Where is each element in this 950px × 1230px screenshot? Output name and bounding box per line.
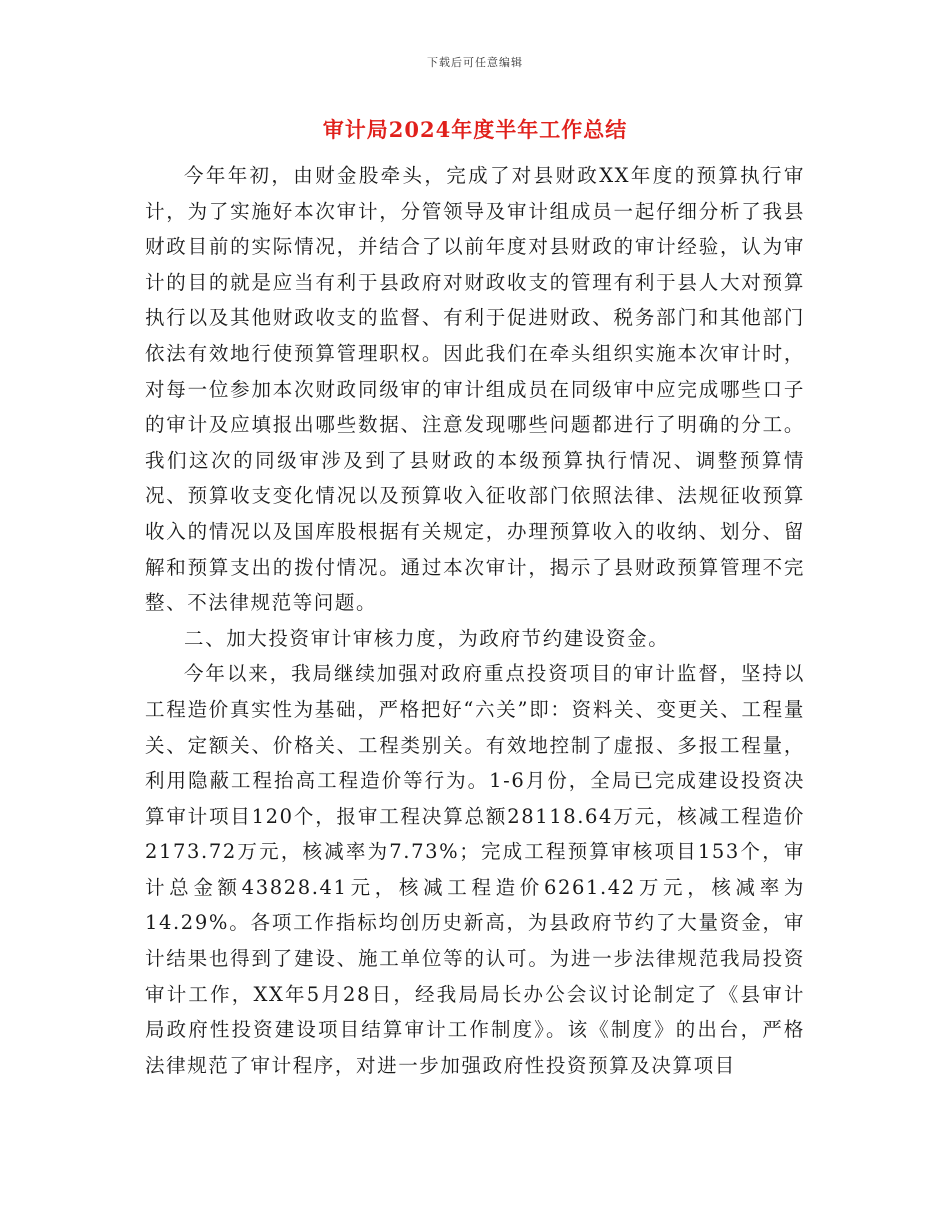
section-heading-investment-audit: 二、加大投资审计审核力度，为政府节约建设资金。 (184, 626, 670, 650)
header-note: 下载后可任意编辑 (427, 56, 523, 69)
document-title: 审计局2024年度半年工作总结 (322, 117, 628, 142)
document-body (145, 158, 805, 1083)
paragraph-budget-audit: 今年年初，由财金股牵头，完成了对县财政XX年度的预算执行审计，为了实施好本次审计，分管领导及审计组成员一起仔细分析了我县财政目前的实际情况，并结合了以前年度对县财政的审计经验，认为审计的目的就是应当有利于县政府对财政收支的管理有利于县人大对预算执行以及其他财政收支的监督、有利于促进财政、税务部门和其他部门依法有效地行使预算管理职权。因此我们在牵头组织实施本次审计时，对每一位参加本次财政同级审的审计组成员在同级审中应完成哪些口子的审计及应填报出哪些数据、注意发现哪些问题都进行了明确的分工。我们这次的同级审涉及到了县财政的本级预算执行情况、调整预算情况、预算收支变化情况以及预算收入征收部门依照法律、法规征收预算收入的情况以及国库股根据有关规定，办理预算收入的收纳、划分、留解和预算支出的拨付情况。通过本次审计，揭示了县财政预算管理不完整、不法律规范等问题。 (145, 164, 805, 615)
paragraph-investment-audit: 今年以来，我局继续加强对政府重点投资项目的审计监督，坚持以工程造价真实性为基础，严格把好“六关”即：资料关、变更关、工程量关、定额关、价格关、工程类别关。有效地控制了虚报、多报工程量，利用隐蔽工程抬高工程造价等行为。1-6月份，全局已完成建设投资决算审计项目120个，报审工程决算总额28118.64万元，核减工程造价2173.72万元，核减率为7.73%；完成工程预算审核项目153个，审计总金额43828.41元，核减工程造价6261.42万元，核减率为14.29%。各项工作指标均创历史新高，为县政府节约了大量资金，审计结果也得到了建设、施工单位等的认可。为进一步法律规范我局投资审计工作，XX年5月28日，经我局局长办公会议讨论制定了《县审计局政府性投资建设项目结算审计工作制度》。该《制度》的出台，严格法律规范了审计程序，对进一步加强政府性投资预算及决算项目 (145, 662, 805, 1077)
